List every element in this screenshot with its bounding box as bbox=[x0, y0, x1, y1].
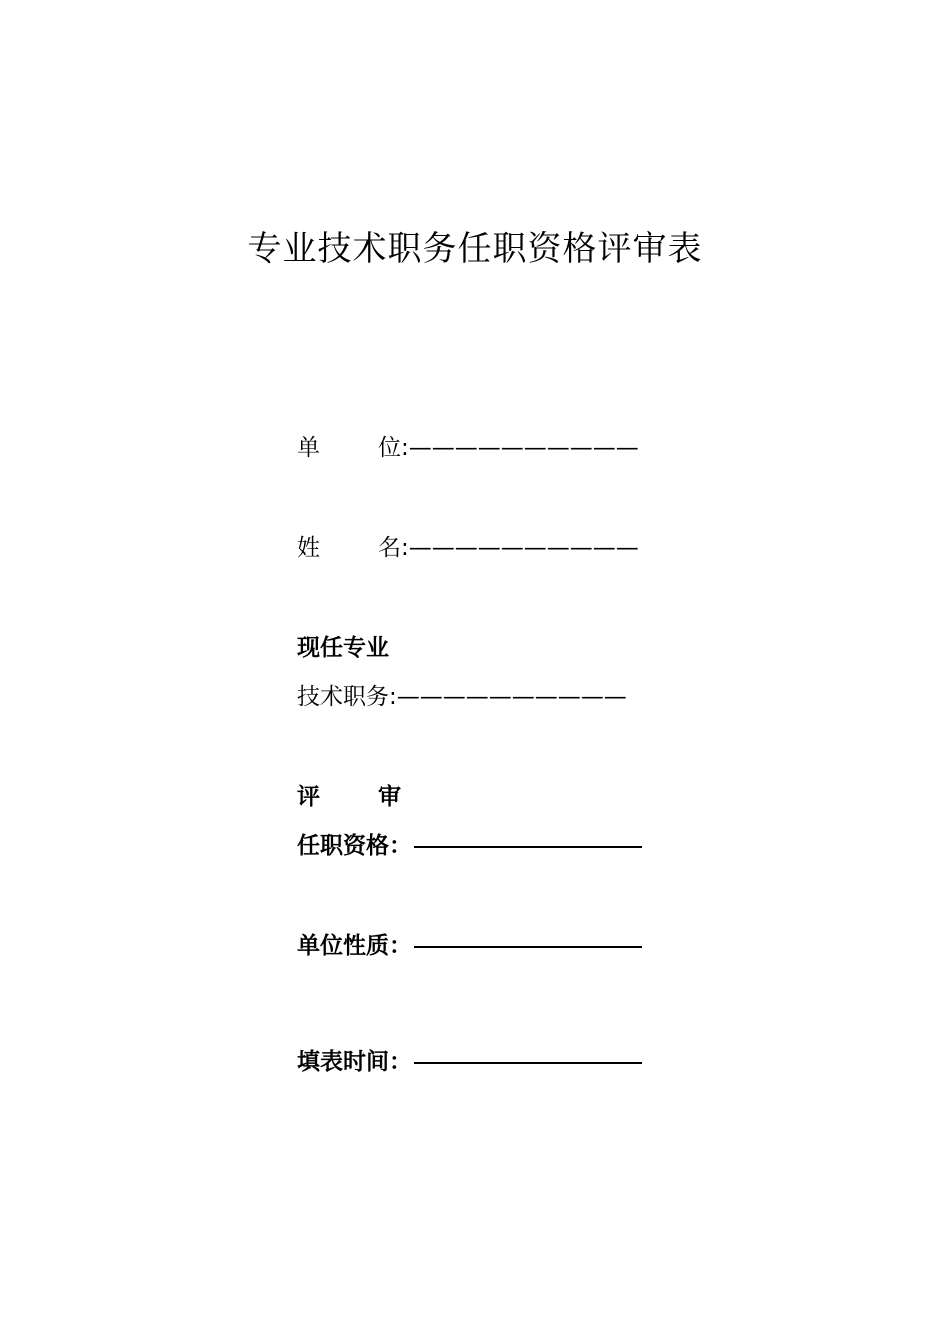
unit-nature-field bbox=[297, 931, 642, 961]
fill-time-field bbox=[297, 1047, 642, 1077]
qualification-label-line2: 任职资格 bbox=[297, 833, 389, 859]
qualification-field bbox=[297, 831, 642, 861]
unit-nature-colon: ： bbox=[389, 933, 412, 959]
document-title: 专业技术职务任职资格评审表 bbox=[247, 229, 703, 269]
name-field bbox=[297, 533, 639, 563]
current-title-field bbox=[297, 682, 627, 712]
current-title-label-line2: 技术职务 bbox=[297, 684, 389, 710]
unit-label-char-1: 单 bbox=[297, 435, 320, 461]
unit-colon: : bbox=[401, 435, 409, 461]
fill-time-colon: ： bbox=[389, 1049, 412, 1075]
qualification-colon: ： bbox=[389, 833, 412, 859]
qualification-label-char-2: 审 bbox=[378, 784, 401, 810]
unit-label-char-2: 位 bbox=[378, 435, 401, 461]
name-label-char-1: 姓 bbox=[297, 535, 320, 561]
qualification-label-line1 bbox=[297, 782, 401, 812]
name-label-char-2: 名 bbox=[378, 535, 401, 561]
unit-label bbox=[297, 433, 401, 463]
qualification-blank-line[interactable] bbox=[414, 846, 642, 848]
current-title-label-line1: 现任专业 bbox=[297, 635, 389, 661]
name-label bbox=[297, 533, 401, 563]
name-colon: : bbox=[401, 535, 409, 561]
unit-blank[interactable]: —————————— bbox=[408, 435, 639, 461]
unit-nature-label: 单位性质 bbox=[297, 933, 389, 959]
current-title-colon: : bbox=[389, 684, 397, 710]
fill-time-label: 填表时间 bbox=[297, 1049, 389, 1075]
qualification-label-char-1: 评 bbox=[297, 784, 320, 810]
current-title-blank[interactable]: —————————— bbox=[396, 684, 627, 710]
name-blank[interactable]: —————————— bbox=[408, 535, 639, 561]
fill-time-blank-line[interactable] bbox=[414, 1062, 642, 1064]
unit-nature-blank-line[interactable] bbox=[414, 946, 642, 948]
unit-field bbox=[297, 433, 639, 463]
